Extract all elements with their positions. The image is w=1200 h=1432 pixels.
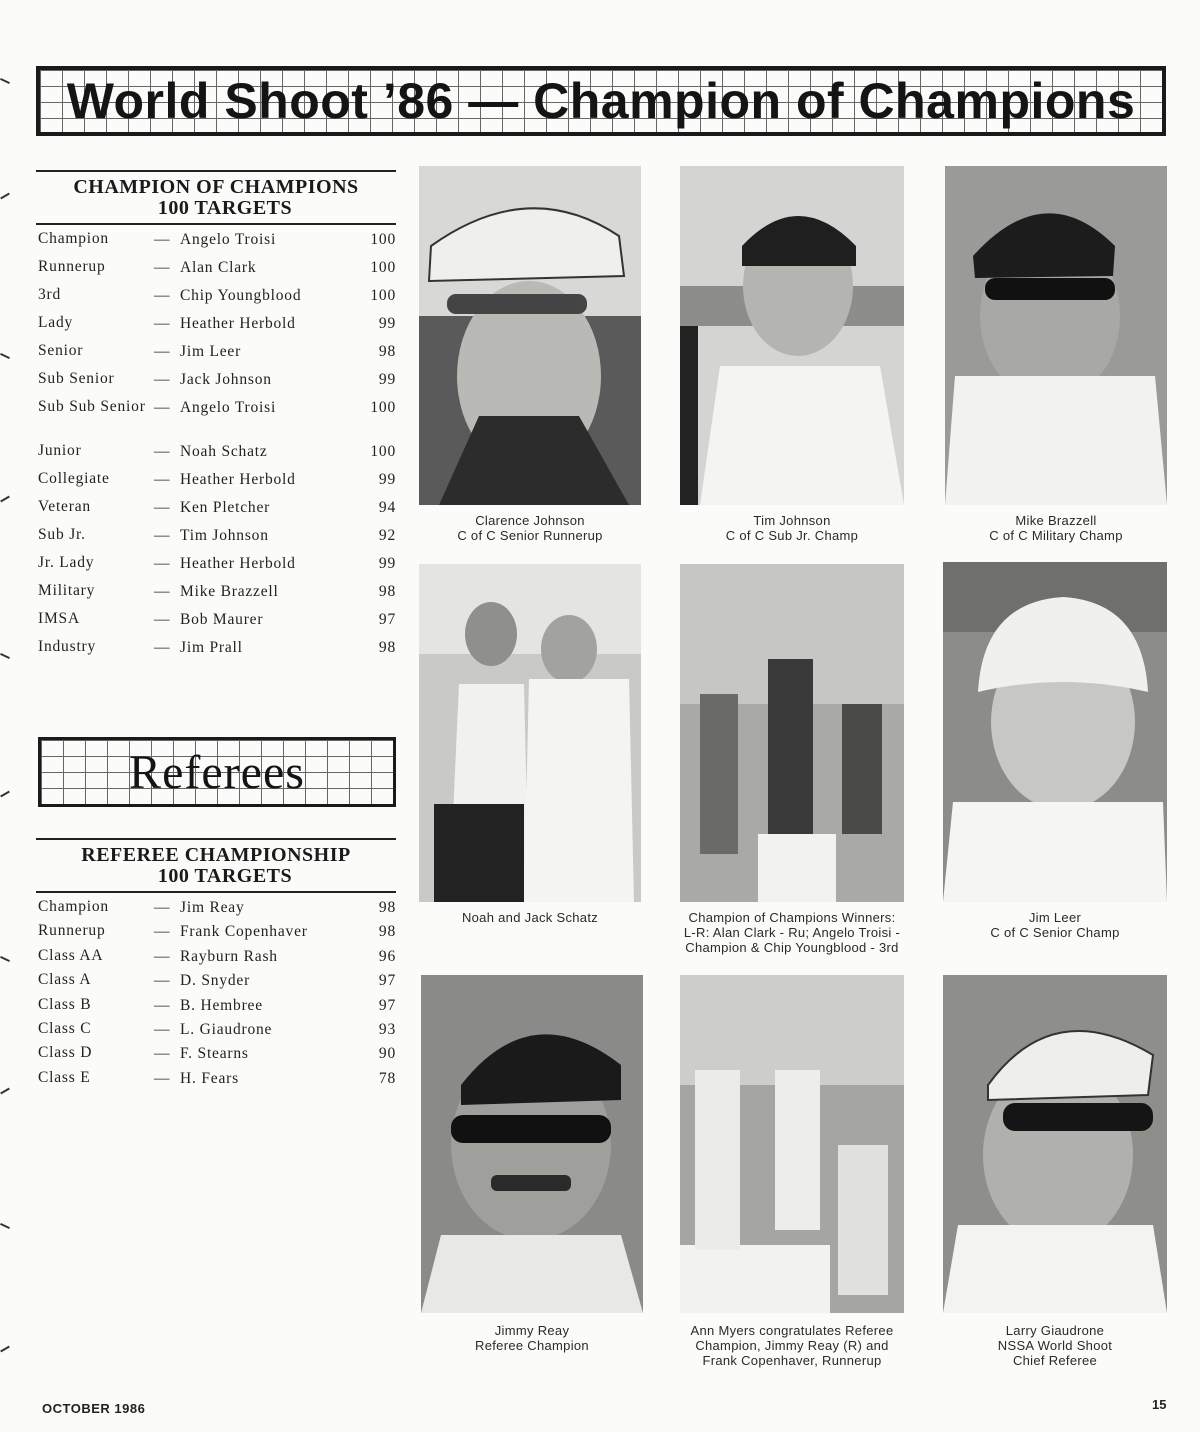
binding-mark [0,496,10,503]
result-name: Jim Leer [180,343,242,360]
referee-results-table [36,838,396,1094]
referee-row [36,1045,396,1069]
caption-noah-jack-schatz: Noah and Jack Schatz [461,910,599,925]
champion-row [36,639,396,667]
result-category: Junior [38,442,82,459]
result-category: Champion [38,230,109,247]
portrait-tim-johnson [680,166,904,505]
result-dash: — [154,1069,171,1087]
binding-mark [0,353,10,359]
result-name: Frank Copenhaver [180,923,308,941]
result-score: 92 [378,527,396,544]
result-dash: — [154,527,171,544]
referee-heading-line1: REFEREE CHAMPIONSHIP [81,844,351,866]
result-category: 3rd [38,286,62,303]
result-category: Senior [38,342,84,359]
result-dash: — [154,259,171,276]
result-name: Mike Brazzell [180,583,279,600]
result-dash: — [154,1020,171,1038]
result-score: 100 [370,231,396,248]
result-name: Rayburn Rash [180,947,278,965]
result-category: Sub Sub Senior [38,398,146,415]
result-score: 97 [378,996,396,1014]
result-category: Class A [38,971,92,989]
result-category: Champion [38,898,109,915]
champion-row [36,443,396,471]
result-category: IMSA [38,610,80,627]
page-banner [36,66,1166,136]
result-dash: — [154,923,171,941]
issue-date: OCTOBER 1986 [42,1401,146,1416]
binding-mark [0,1223,10,1229]
binding-mark [0,653,10,659]
photo-tim-johnson [680,166,904,505]
caption-tim-johnson: Tim Johnson C of C Sub Jr. Champ [725,513,859,543]
referee-rows [36,899,396,1094]
result-score: 99 [378,471,396,488]
result-name: Bob Maurer [180,611,264,628]
result-category: Sub Senior [38,370,115,387]
result-score: 99 [378,315,396,332]
portrait-larry-giaudrone [943,975,1167,1313]
result-name: F. Stearns [180,1045,249,1063]
photo-champion-winners [680,564,904,902]
caption-jimmy-reay: Jimmy Reay Referee Champion [475,1323,589,1353]
binding-mark [0,791,10,798]
result-score: 98 [378,899,396,916]
result-dash: — [154,315,171,332]
page-title: World Shoot ’86 — Champion of Champions [66,73,1136,129]
binding-mark [0,956,10,962]
result-name: Angelo Troisi [180,231,277,248]
referee-row [36,948,396,972]
result-dash: — [154,499,171,516]
photo-mike-brazzell [945,166,1167,505]
result-name: Noah Schatz [180,443,268,460]
result-score: 98 [378,343,396,360]
result-score: 98 [378,923,396,941]
result-dash: — [154,343,171,360]
photo-ann-myers [680,975,904,1313]
result-name: Ken Pletcher [180,499,271,516]
result-category: Jr. Lady [38,554,95,571]
portrait-jimmy-reay [421,975,643,1313]
champion-row [36,315,396,343]
result-category: Class D [38,1044,93,1062]
result-dash: — [154,583,171,600]
champion-row [36,471,396,499]
result-score: 94 [378,499,396,516]
referee-presentation-image [680,975,904,1313]
result-category: Class C [38,1019,92,1037]
portrait-mike-brazzell [945,166,1167,505]
result-dash: — [154,1045,171,1063]
result-dash: — [154,972,171,990]
result-dash: — [154,996,171,1014]
result-name: Chip Youngblood [180,287,302,304]
champion-heading-line2: 100 TARGETS [157,197,293,219]
result-category: Sub Jr. [38,526,86,543]
result-name: B. Hembree [180,996,263,1014]
referees-title: Referees [129,745,305,799]
portrait-clarence-johnson [419,166,641,505]
caption-mike-brazzell: Mike Brazzell C of C Military Champ [989,513,1123,543]
result-name: Jim Prall [180,639,243,656]
result-score: 98 [378,639,396,656]
champion-results-table [36,170,396,667]
result-score: 100 [370,399,396,416]
champion-table-heading [36,170,396,225]
referee-row [36,923,396,947]
caption-jim-leer: Jim Leer C of C Senior Champ [990,910,1120,940]
result-category: Industry [38,638,97,655]
photo-larry-giaudrone [943,975,1167,1313]
result-category: Runnerup [38,922,106,940]
result-name: Heather Herbold [180,315,296,332]
result-score: 93 [378,1020,396,1038]
result-score: 100 [370,287,396,304]
result-category: Collegiate [38,470,110,487]
result-dash: — [154,555,171,572]
referee-heading-line2: 100 TARGETS [157,865,293,887]
result-name: Heather Herbold [180,471,296,488]
referee-row [36,1070,396,1094]
result-name: D. Snyder [180,972,251,990]
champion-row [36,399,396,443]
champion-row [36,343,396,371]
result-dash: — [154,947,171,965]
champion-rows [36,231,396,667]
binding-mark [0,1346,10,1353]
portrait-jim-leer [943,562,1167,902]
result-name: L. Giaudrone [180,1020,273,1038]
result-dash: — [154,471,171,488]
caption-champion-winners: Champion of Champions Winners: L-R: Alan Clark - Ru; Angelo Troisi - Champion & Chip Youngblood - 3rd [683,910,901,955]
caption-ann-myers: Ann Myers congratulates Referee Champion, Jimmy Reay (R) and Frank Copenhaver, Runnerup [690,1323,894,1368]
champion-row [36,611,396,639]
caption-larry-giaudrone: Larry Giaudrone NSSA World Shoot Chief Referee [997,1323,1113,1368]
binding-mark [0,78,10,84]
result-category: Military [38,582,96,599]
photo-clarence-johnson [419,166,641,505]
result-dash: — [154,287,171,304]
result-name: Angelo Troisi [180,399,277,416]
referee-row [36,972,396,996]
binding-mark [0,193,10,200]
result-name: H. Fears [180,1069,239,1087]
result-score: 98 [378,583,396,600]
portrait-noah-jack-schatz [419,564,641,902]
page-number: 15 [1152,1397,1167,1412]
photo-jimmy-reay [421,975,643,1313]
result-dash: — [154,611,171,628]
champion-row [36,371,396,399]
champion-row [36,231,396,259]
champion-row [36,583,396,611]
referee-row [36,899,396,923]
champion-row [36,259,396,287]
referee-table-heading [36,838,396,893]
champion-row [36,287,396,315]
champion-row [36,527,396,555]
result-score: 99 [378,371,396,388]
result-dash: — [154,231,171,248]
winners-podium-image [680,564,904,902]
result-dash: — [154,443,171,460]
result-dash: — [154,399,171,416]
result-score: 78 [378,1069,396,1087]
champion-row [36,499,396,527]
result-category: Class B [38,995,92,1013]
result-dash: — [154,371,171,388]
referee-row [36,1021,396,1045]
result-name: Alan Clark [180,259,257,276]
result-score: 100 [370,443,396,460]
caption-clarence-johnson: Clarence Johnson C of C Senior Runnerup [457,513,603,543]
result-category: Runnerup [38,258,106,275]
result-category: Class AA [38,946,104,964]
result-category: Lady [38,314,74,331]
result-score: 97 [378,611,396,628]
result-category: Veteran [38,498,91,515]
photo-noah-jack-schatz [419,564,641,902]
photo-jim-leer [943,562,1167,902]
result-category: Class E [38,1068,91,1086]
result-score: 99 [378,555,396,572]
result-score: 96 [378,947,396,965]
binding-mark [0,1088,10,1095]
result-score: 90 [378,1045,396,1063]
referees-banner [38,737,396,807]
result-score: 97 [378,972,396,990]
referee-row [36,997,396,1021]
result-dash: — [154,899,171,916]
result-name: Jim Reay [180,899,245,916]
result-name: Heather Herbold [180,555,296,572]
result-name: Tim Johnson [180,527,269,544]
result-dash: — [154,639,171,656]
champion-row [36,555,396,583]
result-name: Jack Johnson [180,371,272,388]
result-score: 100 [370,259,396,276]
champion-heading-line1: CHAMPION OF CHAMPIONS [73,176,359,198]
